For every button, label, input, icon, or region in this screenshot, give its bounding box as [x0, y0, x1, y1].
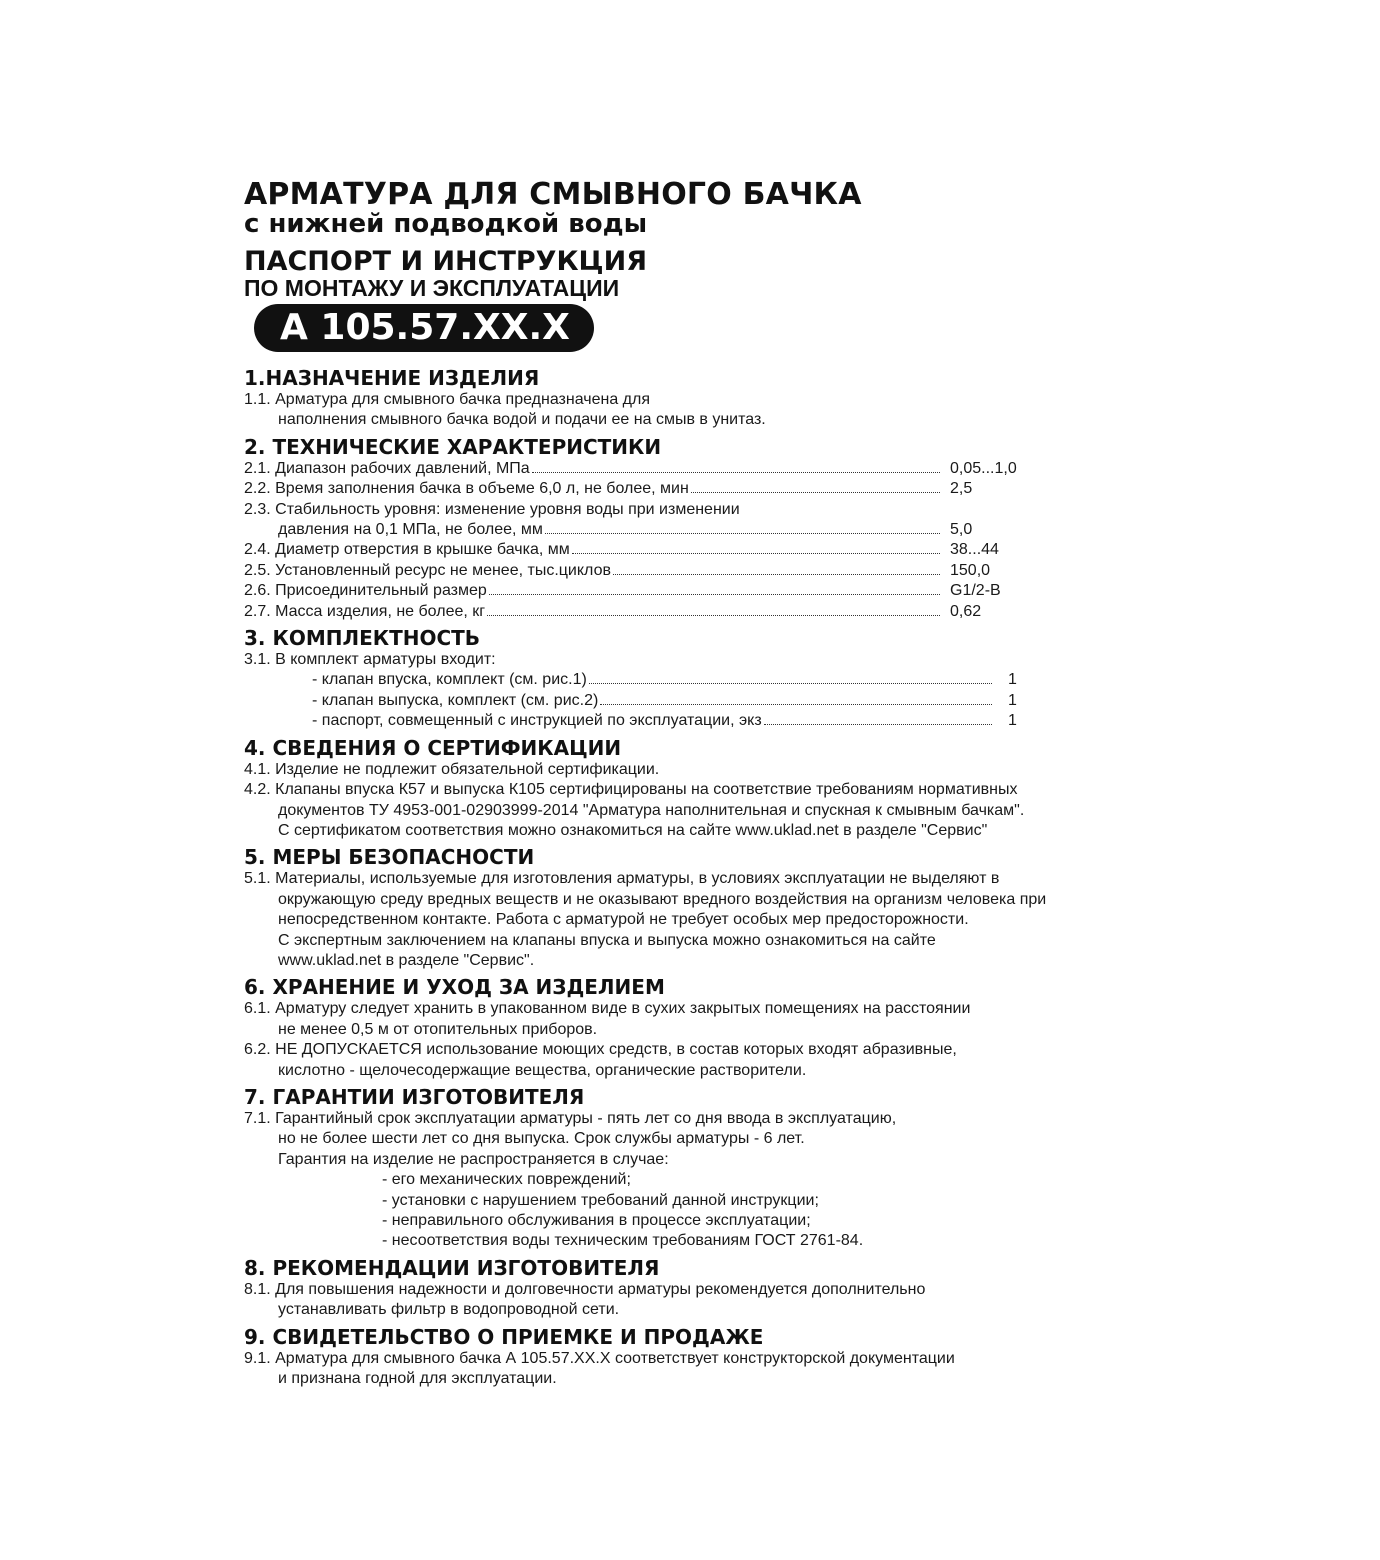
document-subtitle-line2: ПО МОНТАЖУ И ЭКСПЛУАТАЦИИ: [244, 275, 620, 301]
section-5-line: www.uklad.net в разделе "Сервис".: [278, 951, 535, 969]
section-6-title: 6. ХРАНЕНИЕ И УХОД ЗА ИЗДЕЛИЕМ: [244, 975, 665, 1000]
dot-leader: [589, 682, 992, 684]
section-5-line: 5.1. Материалы, используемые для изготовления арматуры, в условиях эксплуатации не выделяют в: [244, 870, 1000, 888]
section-7-bullet: - его механических повреждений;: [382, 1171, 631, 1189]
section-9-line: и признана годной для эксплуатации.: [278, 1370, 557, 1388]
dot-leader: [613, 573, 940, 575]
spec-label: 2.6. Присоединительный размер: [244, 582, 487, 600]
dot-leader: [489, 593, 940, 595]
section-3-title: 3. КОМПЛЕКТНОСТЬ: [244, 626, 481, 651]
section-1-title: 1.НАЗНАЧЕНИЕ ИЗДЕЛИЯ: [244, 366, 540, 390]
spec-value: 150,0: [950, 561, 991, 579]
document-title: АРМАТУРА ДЛЯ СМЫВНОГО БАЧКА: [244, 177, 862, 212]
spec-label: 2.1. Диапазон рабочих давлений, МПа: [244, 459, 530, 477]
section-7-bullet: - несоответствия воды техническим требованиям ГОСТ 2761-84.: [382, 1232, 864, 1250]
kit-value: 1: [1008, 712, 1017, 730]
spec-row: [244, 520, 1028, 540]
section-8-line: 8.1. Для повышения надежности и долговечности арматуры рекомендуется дополнительно: [244, 1280, 926, 1298]
kit-row: [312, 670, 1028, 690]
dot-leader: [764, 723, 992, 725]
kit-row: [312, 691, 1028, 711]
section-7-line: но не более шести лет со дня выпуска. Срок службы арматуры - 6 лет.: [278, 1130, 805, 1148]
section-8-line: устанавливать фильтр в водопроводной сети.: [278, 1301, 620, 1319]
section-1-line: наполнения смывного бачка водой и подачи ее на смыв в унитаз.: [278, 411, 766, 429]
spec-value: 5,0: [950, 521, 973, 539]
spec-value: 0,05...1,0: [950, 459, 1017, 477]
section-7-line: 7.1. Гарантийный срок эксплуатации арматуры - пять лет со дня ввода в эксплуатацию,: [244, 1109, 897, 1127]
spec-label: 2.7. Масса изделия, не более, кг: [244, 602, 486, 620]
dot-leader: [487, 614, 940, 616]
spec-value: 38...44: [950, 541, 999, 559]
section-4-line: 4.1. Изделие не подлежит обязательной сертификации.: [244, 760, 660, 778]
section-7-title: 7. ГАРАНТИИ ИЗГОТОВИТЕЛЯ: [244, 1084, 585, 1109]
section-5-line: С экспертным заключением на клапаны впуска и выпуска можно ознакомиться на сайте: [278, 931, 936, 949]
section-9-title: 9. СВИДЕТЕЛЬСТВО О ПРИЕМКЕ И ПРОДАЖЕ: [244, 1324, 764, 1349]
dot-leader: [545, 532, 940, 534]
section-4-line: 4.2. Клапаны впуска К57 и выпуска К105 сертифицированы на соответствие требованиям нормативных: [244, 781, 1018, 799]
section-6-line: 6.2. НЕ ДОПУСКАЕТСЯ использование моющих средств, в состав которых входят абразивные,: [244, 1041, 957, 1059]
document-page: [244, 178, 1164, 1389]
section-5-title: 5. МЕРЫ БЕЗОПАСНОСТИ: [244, 845, 535, 870]
dot-leader: [532, 471, 940, 473]
kit-row: [312, 711, 1028, 731]
spec-row: [244, 479, 1028, 499]
spec-label: давления на 0,1 МПа, не более, мм: [278, 521, 543, 539]
kit-value: 1: [1008, 691, 1017, 709]
spec-row: [244, 459, 1028, 479]
section-5-line: непосредственном контакте. Работа с арматурой не требует особых мер предосторожности.: [278, 911, 969, 929]
kit-label: - клапан впуска, комплект (см. рис.1): [312, 671, 587, 689]
section-7-line: Гарантия на изделие не распространяется в случае:: [278, 1150, 669, 1168]
document-title-line2: с нижней подводкой воды: [244, 209, 648, 239]
spec-row: [244, 561, 1028, 581]
spec-label: 2.2. Время заполнения бачка в объеме 6,0 л, не более, мин: [244, 480, 689, 498]
spec-row: [244, 581, 1028, 601]
spec-value: 2,5: [950, 480, 973, 498]
section-7-bullet: - установки с нарушением требований данной инструкции;: [382, 1191, 819, 1209]
kit-label: - паспорт, совмещенный с инструкцией по эксплуатации, экз: [312, 712, 762, 730]
spec-value: 0,62: [950, 602, 982, 620]
section-8-title: 8. РЕКОМЕНДАЦИИ ИЗГОТОВИТЕЛЯ: [244, 1255, 660, 1280]
section-5-line: окружающую среду вредных веществ и не оказывают вредного воздействия на организм человека при: [278, 890, 1047, 908]
section-3-intro: 3.1. В комплект арматуры входит:: [244, 651, 496, 669]
section-6-line: не менее 0,5 м от отопительных приборов.: [278, 1020, 598, 1038]
section-4-line: С сертификатом соответствия можно ознакомиться на сайте www.uklad.net в разделе "Сервис": [278, 821, 988, 839]
section-6-line: 6.1. Арматуру следует хранить в упакованном виде в сухих закрытых помещениях на расстоянии: [244, 1000, 971, 1018]
dot-leader: [600, 703, 992, 705]
spec-row: [244, 540, 1028, 560]
section-9-line: 9.1. Арматура для смывного бачка А 105.57.ХХ.Х соответствует конструкторской документации: [244, 1349, 955, 1367]
dot-leader: [572, 552, 940, 554]
spec-list: [244, 459, 1028, 622]
kit-label: - клапан выпуска, комплект (см. рис.2): [312, 691, 599, 709]
kit-list: [312, 670, 1028, 731]
model-badge: А 105.57.ХХ.Х: [254, 304, 594, 352]
section-4-line: документов ТУ 4953-001-02903999-2014 "Арматура наполнительная и спускная к смывным бачкам".: [278, 801, 1025, 819]
spec-label: 2.4. Диаметр отверстия в крышке бачка, мм: [244, 541, 570, 559]
spec-label: 2.5. Установленный ресурс не менее, тыс.циклов: [244, 561, 611, 579]
section-2-title: 2. ТЕХНИЧЕСКИЕ ХАРАКТЕРИСТИКИ: [244, 434, 662, 459]
section-6-line: кислотно - щелочесодержащие вещества, органические растворители.: [278, 1061, 807, 1079]
spec-row: [244, 602, 1028, 622]
section-4-title: 4. СВЕДЕНИЯ О СЕРТИФИКАЦИИ: [244, 735, 622, 760]
spec-label: 2.3. Стабильность уровня: изменение уровня воды при изменении: [244, 500, 740, 518]
section-7-bullet: - неправильного обслуживания в процессе эксплуатации;: [382, 1212, 811, 1229]
spec-value: G1/2-B: [950, 582, 1001, 600]
section-1-line: 1.1. Арматура для смывного бачка предназначена для: [244, 391, 651, 408]
document-subtitle: ПАСПОРТ И ИНСТРУКЦИЯ: [244, 246, 647, 277]
dot-leader: [691, 491, 940, 493]
kit-value: 1: [1008, 671, 1017, 689]
